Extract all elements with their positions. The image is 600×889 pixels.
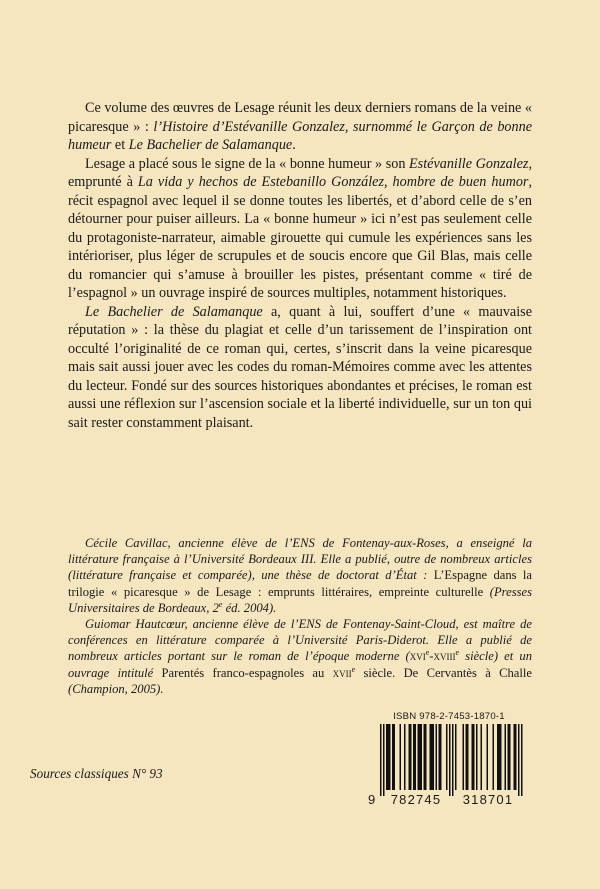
barcode-bar [418, 724, 420, 790]
barcode-bar [380, 724, 382, 796]
barcode-bar [409, 724, 411, 790]
barcode-bar [473, 724, 475, 790]
barcode-bar [446, 724, 448, 790]
barcode-digits-right: 318701 [462, 792, 514, 807]
barcode-bar [389, 724, 391, 790]
barcode-bar [440, 724, 442, 790]
barcode-bar [463, 724, 465, 790]
description-paragraph-2: Lesage a placé sous le signe de la « bonne humeur » son Estévanille Gonzalez, emprunté à La vida y hechos de Estebanillo González, hombre de buen humor, récit espagnol avec lequel il se donne toutes les libertés, et d’abord celle de s’en détourner pour puiser ailleurs. La « bonne humeur » ici n’est pas seulement celle du protagoniste-narrateur, aimable girouette qui cumule les expériences sans les intérioriser, plus léger de scrupules et de soucis encore que Gil Blas, mais celle du romancier qui s’amuse à brouiller les pistes, présentant comme « tiré de l’espagnol » un ouvrage inspiré de sources multiples, notamment historiques. [68, 155, 533, 301]
author-bios [68, 535, 532, 697]
barcode-bar [413, 724, 415, 790]
barcode-bar [400, 724, 402, 790]
barcode-digit-first: 9 [368, 792, 377, 807]
barcode-bar [493, 724, 495, 790]
barcode-bar [500, 724, 502, 790]
barcode-bar [424, 724, 426, 790]
barcode-bar [508, 724, 510, 790]
barcode-bar [467, 724, 469, 790]
barcode-bar [439, 724, 441, 790]
barcode-bar [452, 724, 454, 796]
barcode-digits-left: 782745 [390, 792, 442, 807]
barcode-bar [518, 724, 520, 796]
barcode-bar [505, 724, 507, 790]
barcode-bar [392, 724, 394, 790]
barcode-bar [449, 724, 451, 796]
barcode-bar [455, 724, 457, 790]
barcode-bar [410, 724, 412, 790]
barcode-digits [368, 792, 530, 807]
isbn-barcode [368, 711, 530, 806]
isbn-label: ISBN 978-2-7453-1870-1 [393, 711, 505, 722]
book-description [68, 99, 532, 432]
description-paragraph-3: Le Bachelier de Salamanque a, quant à lui, souffert d’une « mauvaise réputation » : la thèse du plagiat et celle d’un tarissement de l’inspiration ont occulté l’originalité de ce roman qui, certes, s’inscrit dans la veine picaresque mais sait aussi jouer avec les codes du roman-Mémoires comme avec les attentes du lecteur. Fondé sur des sources historiques abondantes et précises, le roman est aussi une réflexion sur l’ascension sociale et la liberté individuelle, sur un ton qui sait rester constamment plaisant. [68, 303, 532, 431]
barcode-bar [509, 724, 511, 790]
description-paragraph-1: Ce volume des œuvres de Lesage réunit les deux derniers romans de la veine « picaresque » : l’Histoire d’Estévanille Gonzalez, surnommé le Garçon de bonne humeur et Le Bachelier de Salamanque. [68, 100, 532, 153]
barcode-bar [383, 724, 385, 796]
barcode-bar [472, 724, 474, 790]
barcode-bar [521, 724, 523, 796]
barcode-bar [497, 724, 499, 790]
barcode-bar [499, 724, 501, 790]
barcode-bar [386, 724, 388, 790]
barcode-bar [388, 724, 390, 790]
barcode-bar [481, 724, 483, 790]
barcode-bar [433, 724, 435, 790]
barcode-bar [430, 724, 432, 790]
barcode-bar [425, 724, 427, 790]
barcode-bar [466, 724, 468, 790]
barcode-bar [487, 724, 489, 790]
bio-cavillac: Cécile Cavillac, ancienne élève de l’ENS de Fontenay-aux-Roses, a enseigné la littérature française à l’Université Bordeaux III. Elle a publié, outre de nombreux articles (littérature française et comparée), une thèse de doctorat d’État : L’Espagne dans la trilogie « picaresque » de Lesage : emprunts littéraires, empreinte culturelle (Presses Universitaires de Bordeaux, 2e éd. 2004). [68, 536, 532, 615]
barcode-bar [514, 724, 516, 790]
barcode-bar [431, 724, 433, 790]
bio-hautcoeur: Guiomar Hautcœur, ancienne élève de l’ENS de Fontenay-Saint-Cloud, est maître de conférences en littérature comparée à l’Université Paris-Diderot. Elle a publié de nombreux articles portant sur le roman de l’époque moderne (xvi$^e$-xviii$^e$ siècle) et un ouvrage intitulé Parentés franco-espagnoles au xvii$^e$ siècle. De Cervantès à Challe (Champion, 2005). [68, 617, 532, 696]
barcode-bar [476, 724, 478, 790]
barcode-bar [394, 724, 396, 790]
barcode-bar [415, 724, 417, 790]
barcode-bar [436, 724, 438, 790]
barcode-bar [419, 724, 421, 790]
series-label: Sources classiques N° 93 [30, 766, 163, 781]
barcode-bar [515, 724, 517, 790]
barcode-bar [404, 724, 406, 790]
barcode-bar [421, 724, 423, 790]
barcode-bars [368, 724, 530, 796]
